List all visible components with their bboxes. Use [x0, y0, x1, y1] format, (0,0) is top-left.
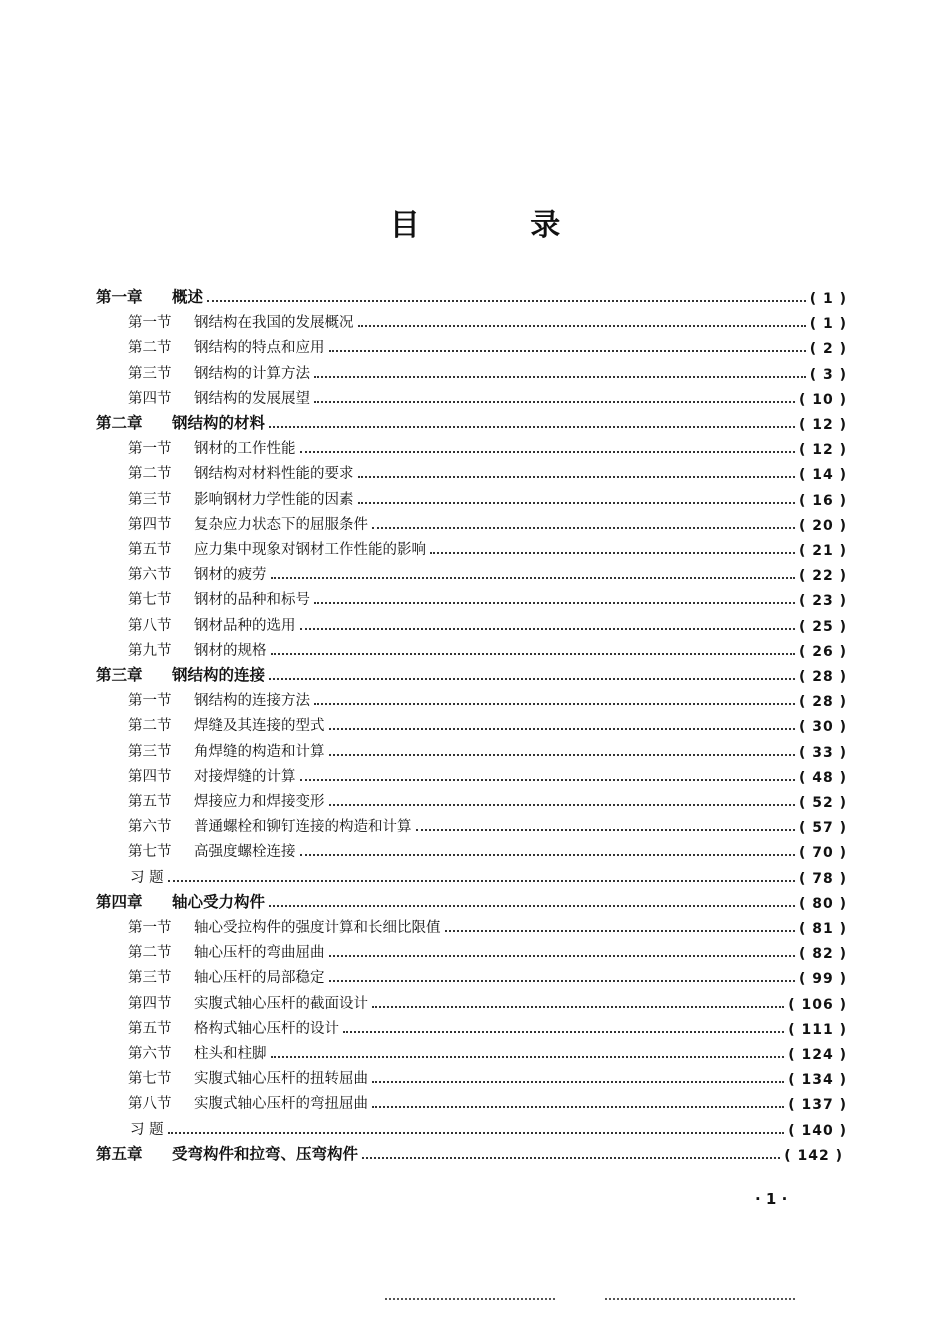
- toc-page-number: ( 106 ): [788, 996, 847, 1013]
- toc-entry-title: 轴心压杆的弯曲屈曲: [194, 945, 325, 962]
- toc-section-row: [128, 737, 847, 761]
- toc-page-number: ( 70 ): [798, 845, 847, 862]
- toc-section-row: [128, 560, 847, 584]
- dot-leader: [329, 728, 795, 730]
- toc-entry-title: 钢结构的连接方法: [194, 693, 310, 710]
- toc-entry-label: 第七节: [128, 1071, 172, 1088]
- toc-page-number: ( 2 ): [809, 341, 847, 358]
- toc-entry-label: 第二章: [96, 414, 143, 432]
- toc-section-row: [128, 333, 847, 357]
- dot-leader: [358, 476, 795, 478]
- dot-leader: [271, 577, 795, 579]
- toc-entry-label: 第一章: [96, 288, 143, 306]
- dot-leader: [329, 955, 795, 957]
- toc-page-number: ( 140 ): [788, 1122, 847, 1139]
- toc-entry-title: 钢材的疲劳: [194, 567, 267, 584]
- toc-entry-title: 钢结构的连接: [172, 666, 266, 684]
- dot-leader: [300, 854, 795, 856]
- toc-page-number: ( 57 ): [798, 820, 847, 837]
- toc-page-number: ( 20 ): [798, 517, 847, 534]
- toc-section-row: [128, 938, 847, 962]
- toc-entry-label: 第四节: [128, 768, 172, 785]
- toc-chapter-row: [96, 661, 847, 685]
- dot-leader: [329, 804, 795, 806]
- toc-page-number: ( 78 ): [798, 870, 847, 887]
- toc-entry-label: 第四节: [128, 390, 172, 407]
- dot-leader: [168, 880, 795, 882]
- toc-entry-title: 高强度螺栓连接: [194, 844, 296, 861]
- toc-entry-label: 第二节: [128, 340, 172, 357]
- toc-entry-title: 钢材品种的选用: [194, 617, 296, 634]
- toc-entry-title: 钢材的工作性能: [194, 441, 296, 458]
- toc-entry-title: 钢结构的计算方法: [194, 365, 310, 382]
- toc-page-number: ( 111 ): [788, 1021, 847, 1038]
- toc-entry-label: 第四节: [128, 516, 172, 533]
- scan-artifact: [605, 1296, 795, 1300]
- dot-leader: [343, 1031, 784, 1033]
- toc-page-number: ( 81 ): [798, 921, 847, 937]
- dot-leader: [314, 376, 806, 378]
- dot-leader: [416, 829, 795, 831]
- toc-section-row: [128, 989, 847, 1013]
- toc-page-number: ( 23 ): [798, 593, 847, 610]
- toc-entry-label: 第二节: [128, 718, 172, 735]
- toc-entry-label: 习 题: [130, 869, 164, 886]
- dot-leader: [300, 628, 795, 630]
- dot-leader: [314, 602, 795, 604]
- toc-entry-title: 格构式轴心压杆的设计: [194, 1020, 339, 1037]
- dot-leader: [358, 502, 795, 504]
- toc-entry-label: 第四节: [128, 995, 172, 1012]
- toc-section-row: [128, 762, 847, 786]
- dot-leader: [372, 1106, 784, 1108]
- toc-chapter-row: [96, 283, 847, 307]
- dot-leader: [300, 779, 795, 781]
- dot-leader: [329, 980, 795, 982]
- toc-entry-title: 钢材的规格: [194, 642, 267, 659]
- toc-section-row: [128, 1064, 847, 1088]
- toc-entry-label: 第六节: [128, 819, 172, 836]
- toc-entry-label: 第六节: [128, 567, 172, 584]
- toc-page-number: ( 1 ): [809, 316, 847, 333]
- dot-leader: [372, 1081, 784, 1083]
- toc-section-row: [128, 585, 847, 609]
- dot-leader: [271, 653, 795, 655]
- toc-entry-label: 第二节: [128, 945, 172, 962]
- toc-entry-title: 钢结构对材料性能的要求: [194, 466, 354, 483]
- toc-entry-label: 第五章: [96, 1144, 143, 1163]
- dot-leader: [300, 451, 795, 453]
- toc-page-number: ( 124 ): [788, 1047, 847, 1063]
- toc-chapter-row: [96, 1140, 843, 1164]
- toc-section-row: [128, 510, 847, 534]
- toc-page-number: ( 12 ): [798, 417, 847, 433]
- toc-entry-title: 钢结构的特点和应用: [194, 340, 325, 357]
- toc-entry-label: 第七节: [128, 592, 172, 609]
- toc-entry-title: 实腹式轴心压杆的截面设计: [194, 995, 368, 1012]
- dot-leader: [372, 1006, 784, 1008]
- toc-entry-title: 钢结构的发展展望: [194, 390, 310, 407]
- dot-leader: [329, 350, 806, 352]
- toc-entry-label: 第一节: [128, 693, 172, 710]
- toc-entry-label: 第五节: [128, 1020, 172, 1037]
- toc-section-row: [128, 686, 847, 710]
- toc-entry-title: 普通螺栓和铆钉连接的构造和计算: [194, 819, 412, 836]
- toc-entry-title: 钢结构的材料: [172, 414, 266, 432]
- toc-exercise-row: [130, 863, 847, 887]
- toc-page-number: ( 48 ): [798, 769, 847, 786]
- dot-leader: [372, 527, 795, 529]
- toc-entry-title: 焊缝及其连接的型式: [194, 718, 325, 735]
- page-title: 目 录: [389, 208, 611, 243]
- toc-page-number: ( 21 ): [798, 543, 847, 559]
- toc-exercise-row: [130, 1115, 847, 1139]
- toc-entry-title: 复杂应力状态下的屈服条件: [194, 516, 368, 533]
- dot-leader: [269, 426, 795, 428]
- dot-leader: [269, 905, 795, 907]
- toc-page-number: ( 82 ): [798, 946, 847, 963]
- dot-leader: [362, 1157, 780, 1159]
- toc-section-row: [128, 1039, 847, 1063]
- toc-entry-title: 影响钢材力学性能的因素: [194, 491, 354, 508]
- toc-entry-title: 受弯构件和拉弯、压弯构件: [172, 1144, 359, 1163]
- toc-entry-label: 第五节: [128, 794, 172, 810]
- toc-section-row: [128, 384, 847, 408]
- toc-page-number: ( 134 ): [788, 1072, 847, 1089]
- toc-entry-title: 角焊缝的构造和计算: [194, 743, 325, 760]
- dot-leader: [207, 300, 806, 302]
- toc-section-row: [128, 308, 847, 332]
- toc-page-number: ( 33 ): [798, 744, 847, 761]
- scan-artifact: [385, 1296, 555, 1300]
- toc-entry-title: 概述: [172, 288, 204, 306]
- toc-entry-title: 对接焊缝的计算: [194, 768, 296, 785]
- toc-page-number: ( 12 ): [798, 442, 847, 459]
- page-number: · 1 ·: [755, 1190, 788, 1208]
- toc-section-row: [128, 913, 847, 937]
- toc-section-row: [128, 1014, 847, 1038]
- toc-entry-title: 实腹式轴心压杆的弯扭屈曲: [194, 1096, 368, 1113]
- toc-entry-label: 第九节: [128, 642, 172, 659]
- toc-page-number: ( 26 ): [798, 643, 847, 660]
- toc-page-number: ( 28 ): [798, 669, 847, 685]
- toc-entry-label: 第三节: [128, 970, 172, 987]
- toc-chapter-row: [96, 409, 847, 433]
- toc-page-number: ( 16 ): [798, 492, 847, 509]
- toc-entry-label: 第三节: [128, 365, 172, 382]
- dot-leader: [358, 325, 806, 327]
- toc-entry-title: 实腹式轴心压杆的扭转屈曲: [194, 1071, 368, 1088]
- toc-section-row: [128, 711, 847, 735]
- toc-entry-title: 应力集中现象对钢材工作性能的影响: [194, 542, 426, 558]
- toc-section-row: [128, 359, 847, 383]
- toc-page-number: ( 30 ): [798, 719, 847, 736]
- toc-page-number: ( 25 ): [798, 618, 847, 635]
- toc-section-row: [128, 787, 847, 811]
- toc-page-number: ( 10 ): [798, 391, 847, 408]
- toc-entry-title: 钢结构在我国的发展概况: [194, 315, 354, 332]
- toc-chapter-row: [96, 888, 847, 912]
- toc-entry-title: 轴心压杆的局部稳定: [194, 970, 325, 987]
- toc-section-row: [128, 636, 847, 660]
- toc-page-number: ( 22 ): [798, 568, 847, 585]
- toc-page-number: ( 80 ): [798, 895, 847, 912]
- toc-entry-label: 第八节: [128, 1096, 172, 1113]
- toc-entry-label: 第七节: [128, 844, 172, 861]
- toc-entry-label: 第三节: [128, 491, 172, 508]
- toc-entry-label: 第六节: [128, 1046, 172, 1062]
- toc-entry-label: 第二节: [128, 466, 172, 483]
- toc-entry-title: 焊接应力和焊接变形: [194, 794, 325, 810]
- dot-leader: [430, 552, 795, 554]
- toc-page-number: ( 142 ): [784, 1147, 843, 1164]
- toc-entry-title: 柱头和柱脚: [194, 1046, 267, 1062]
- toc-entry-label: 第三节: [128, 743, 172, 760]
- toc-entry-title: 轴心受力构件: [172, 892, 266, 911]
- toc-page-number: ( 99 ): [798, 971, 847, 988]
- toc-section-row: [128, 434, 847, 458]
- toc-entry-label: 第四章: [96, 892, 143, 911]
- dot-leader: [314, 703, 795, 705]
- toc-entry-label: 第一节: [128, 315, 172, 332]
- toc-section-row: [128, 1089, 847, 1113]
- toc-entry-title: 钢材的品种和标号: [194, 592, 310, 609]
- toc-page-number: ( 1 ): [809, 291, 847, 307]
- dot-leader: [329, 754, 795, 756]
- toc-entry-title: 轴心受拉构件的强度计算和长细比限值: [194, 920, 441, 936]
- toc-entry-label: 第一节: [128, 920, 172, 936]
- dot-leader: [314, 401, 795, 403]
- toc-section-row: [128, 485, 847, 509]
- dot-leader: [269, 678, 795, 680]
- toc-page-number: ( 137 ): [788, 1097, 847, 1114]
- toc-entry-label: 第三章: [96, 666, 143, 684]
- toc-section-row: [128, 459, 847, 483]
- toc-section-row: [128, 611, 847, 635]
- toc-entry-label: 第八节: [128, 617, 172, 634]
- dot-leader: [168, 1132, 785, 1134]
- toc-entry-label: 第五节: [128, 542, 172, 558]
- toc-section-row: [128, 837, 847, 861]
- toc-section-row: [128, 963, 847, 987]
- toc-section-row: [128, 535, 847, 559]
- dot-leader: [445, 930, 795, 932]
- toc-page-number: ( 14 ): [798, 467, 847, 484]
- toc-page-number: ( 52 ): [798, 795, 847, 811]
- toc-entry-label: 第一节: [128, 441, 172, 458]
- toc-page-number: ( 3 ): [809, 366, 847, 383]
- toc-section-row: [128, 812, 847, 836]
- dot-leader: [271, 1056, 785, 1058]
- toc-page-number: ( 28 ): [798, 694, 847, 711]
- toc-entry-label: 习 题: [130, 1121, 164, 1138]
